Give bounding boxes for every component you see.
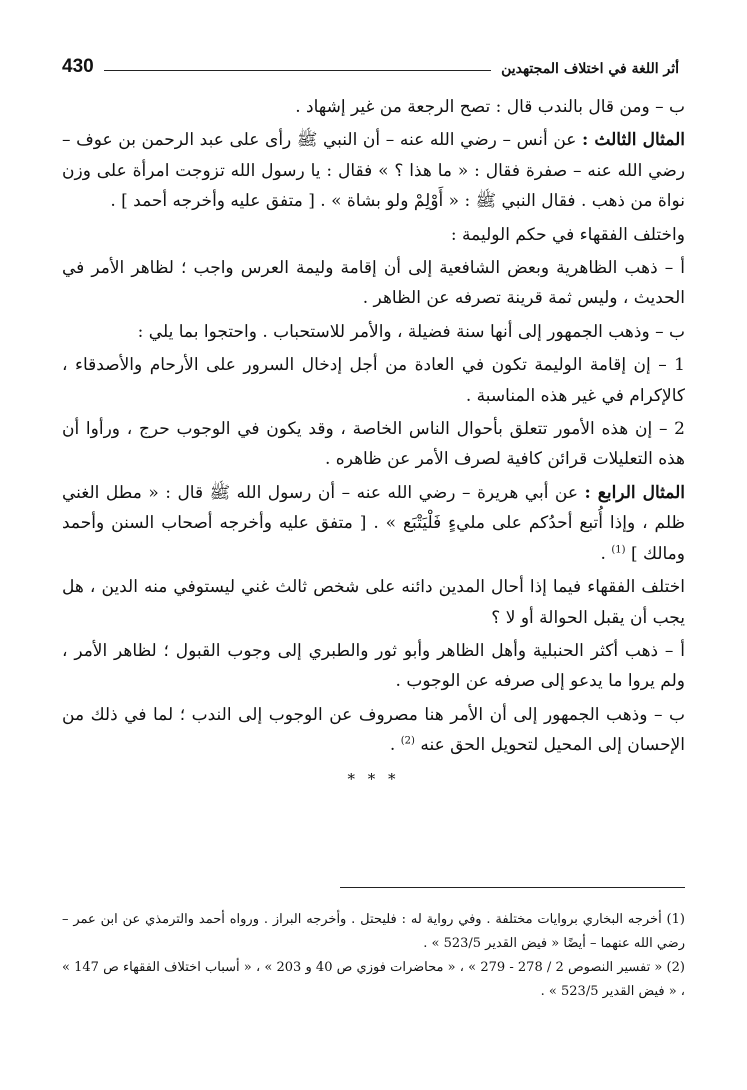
paragraph (62, 317, 685, 347)
running-title: أثر اللغة في اختلاف المجتهدين (501, 61, 679, 77)
paragraph (62, 253, 685, 314)
footnotes (62, 908, 685, 1004)
footnote-ref: (1) (611, 544, 626, 556)
paragraph-text: ب – وذهب الجمهور إلى أنها سنة فضيلة ، والأمر للاستحباب . واحتجوا بما يلي : (137, 321, 685, 342)
header-rule (104, 70, 491, 71)
paragraph-text: أ – ذهب أكثر الحنبلية وأهل الظاهر وأبو ثور والطبري إلى وجوب القبول ؛ لظاهر الأمر ، ولم يروا ما يدعو إلى صرفه عن الوجوب . (62, 640, 685, 692)
paragraph (62, 350, 685, 411)
paragraph-text: أ – ذهب الظاهرية وبعض الشافعية إلى أن إقامة وليمة العرس واجب ؛ لظاهر الأمر في الحديث ، وليس ثمة قرينة تصرفه عن الظاهر . (62, 258, 685, 309)
footnote-rule (340, 887, 685, 888)
paragraph (62, 572, 685, 633)
paragraph-text: عن أبي هريرة – رضي الله عنه – أن رسول الله ﷺ قال : « مطل الغني ظلم ، وإذا أُتبع أحدُكم على مليءٍ فَلْيَتْبَع » . [ متفق عليه وأخرجه أصحاب السنن وأحمد ومالك ] (62, 482, 685, 564)
main-text (62, 92, 685, 797)
paragraph (62, 414, 685, 475)
paragraph (62, 125, 685, 216)
example-label: المثال الرابع : (584, 482, 685, 503)
paragraph-tail: . (600, 543, 612, 564)
paragraph-text: ب – ومن قال بالندب قال : تصح الرجعة من غير إشهاد . (295, 97, 685, 117)
page-number: 430 (62, 56, 94, 77)
paragraph (62, 478, 685, 569)
page-header (62, 48, 679, 76)
footnote-ref: (2) (400, 735, 415, 747)
paragraph-tail: . (389, 735, 401, 756)
paragraph-text: 1 – إن إقامة الوليمة تكون في العادة من أجل إدخال السرور على الأرحام والأصدقاء ، كالإكرام في غير هذه المناسبة . (62, 355, 685, 406)
paragraph (62, 220, 685, 250)
paragraph-text: عن أنس – رضي الله عنه – أن النبي ﷺ رأى على عبد الرحمن بن عوف – رضي الله عنه – صفرة فقال : « ما هذا ؟ » فقال : يا رسول الله تزوجت امرأة على وزن نواة من ذهب . فقال النبي ﷺ : « أَوْلِمْ ولو بشاة » . [ متفق عليه وأخرجه أحمد ] . (62, 130, 685, 212)
paragraph-text: 2 – إن هذه الأمور تتعلق بأحوال الناس الخاصة ، وقد يكون في الوجوب حرج ، ورأوا أن هذه التعليلات قرائن كافية لصرف الأمر عن ظاهره . (62, 419, 685, 470)
paragraph (62, 636, 685, 697)
section-separator: * * * (347, 769, 400, 788)
paragraph (62, 700, 685, 761)
paragraph-text: اختلف الفقهاء فيما إذا أحال المدين دائنه على شخص ثالث غني ليستوفي منه الدين ، هل يجب أن يقبل الحوالة أو لا ؟ (62, 577, 685, 628)
paragraph-text: ب – وذهب الجمهور إلى أن الأمر هنا مصروف عن الوجوب إلى الندب ؛ لما في ذلك من الإحسان إلى المحيل لتحويل الحق عنه (62, 704, 685, 756)
example-label: المثال الثالث : (582, 130, 685, 151)
paragraph-text: واختلف الفقهاء في حكم الوليمة : (450, 224, 685, 245)
footnote: (1) أخرجه البخاري بروايات مختلفة . وفي رواية له : فليحتل . وأخرجه البراز . ورواه أحمد والترمذي عن ابن عمر – رضي الله عنهما – أيضًا « فيض القدير 523/5 » . (62, 912, 685, 951)
paragraph (62, 92, 685, 122)
footnote: (2) « تفسير النصوص 2 / 278 - 279 » ، « محاضرات فوزي ص 40 و 203 » ، « أسباب اختلاف الفقهاء ص 147 » ، « فيض القدير 523/5 » . (62, 960, 685, 999)
